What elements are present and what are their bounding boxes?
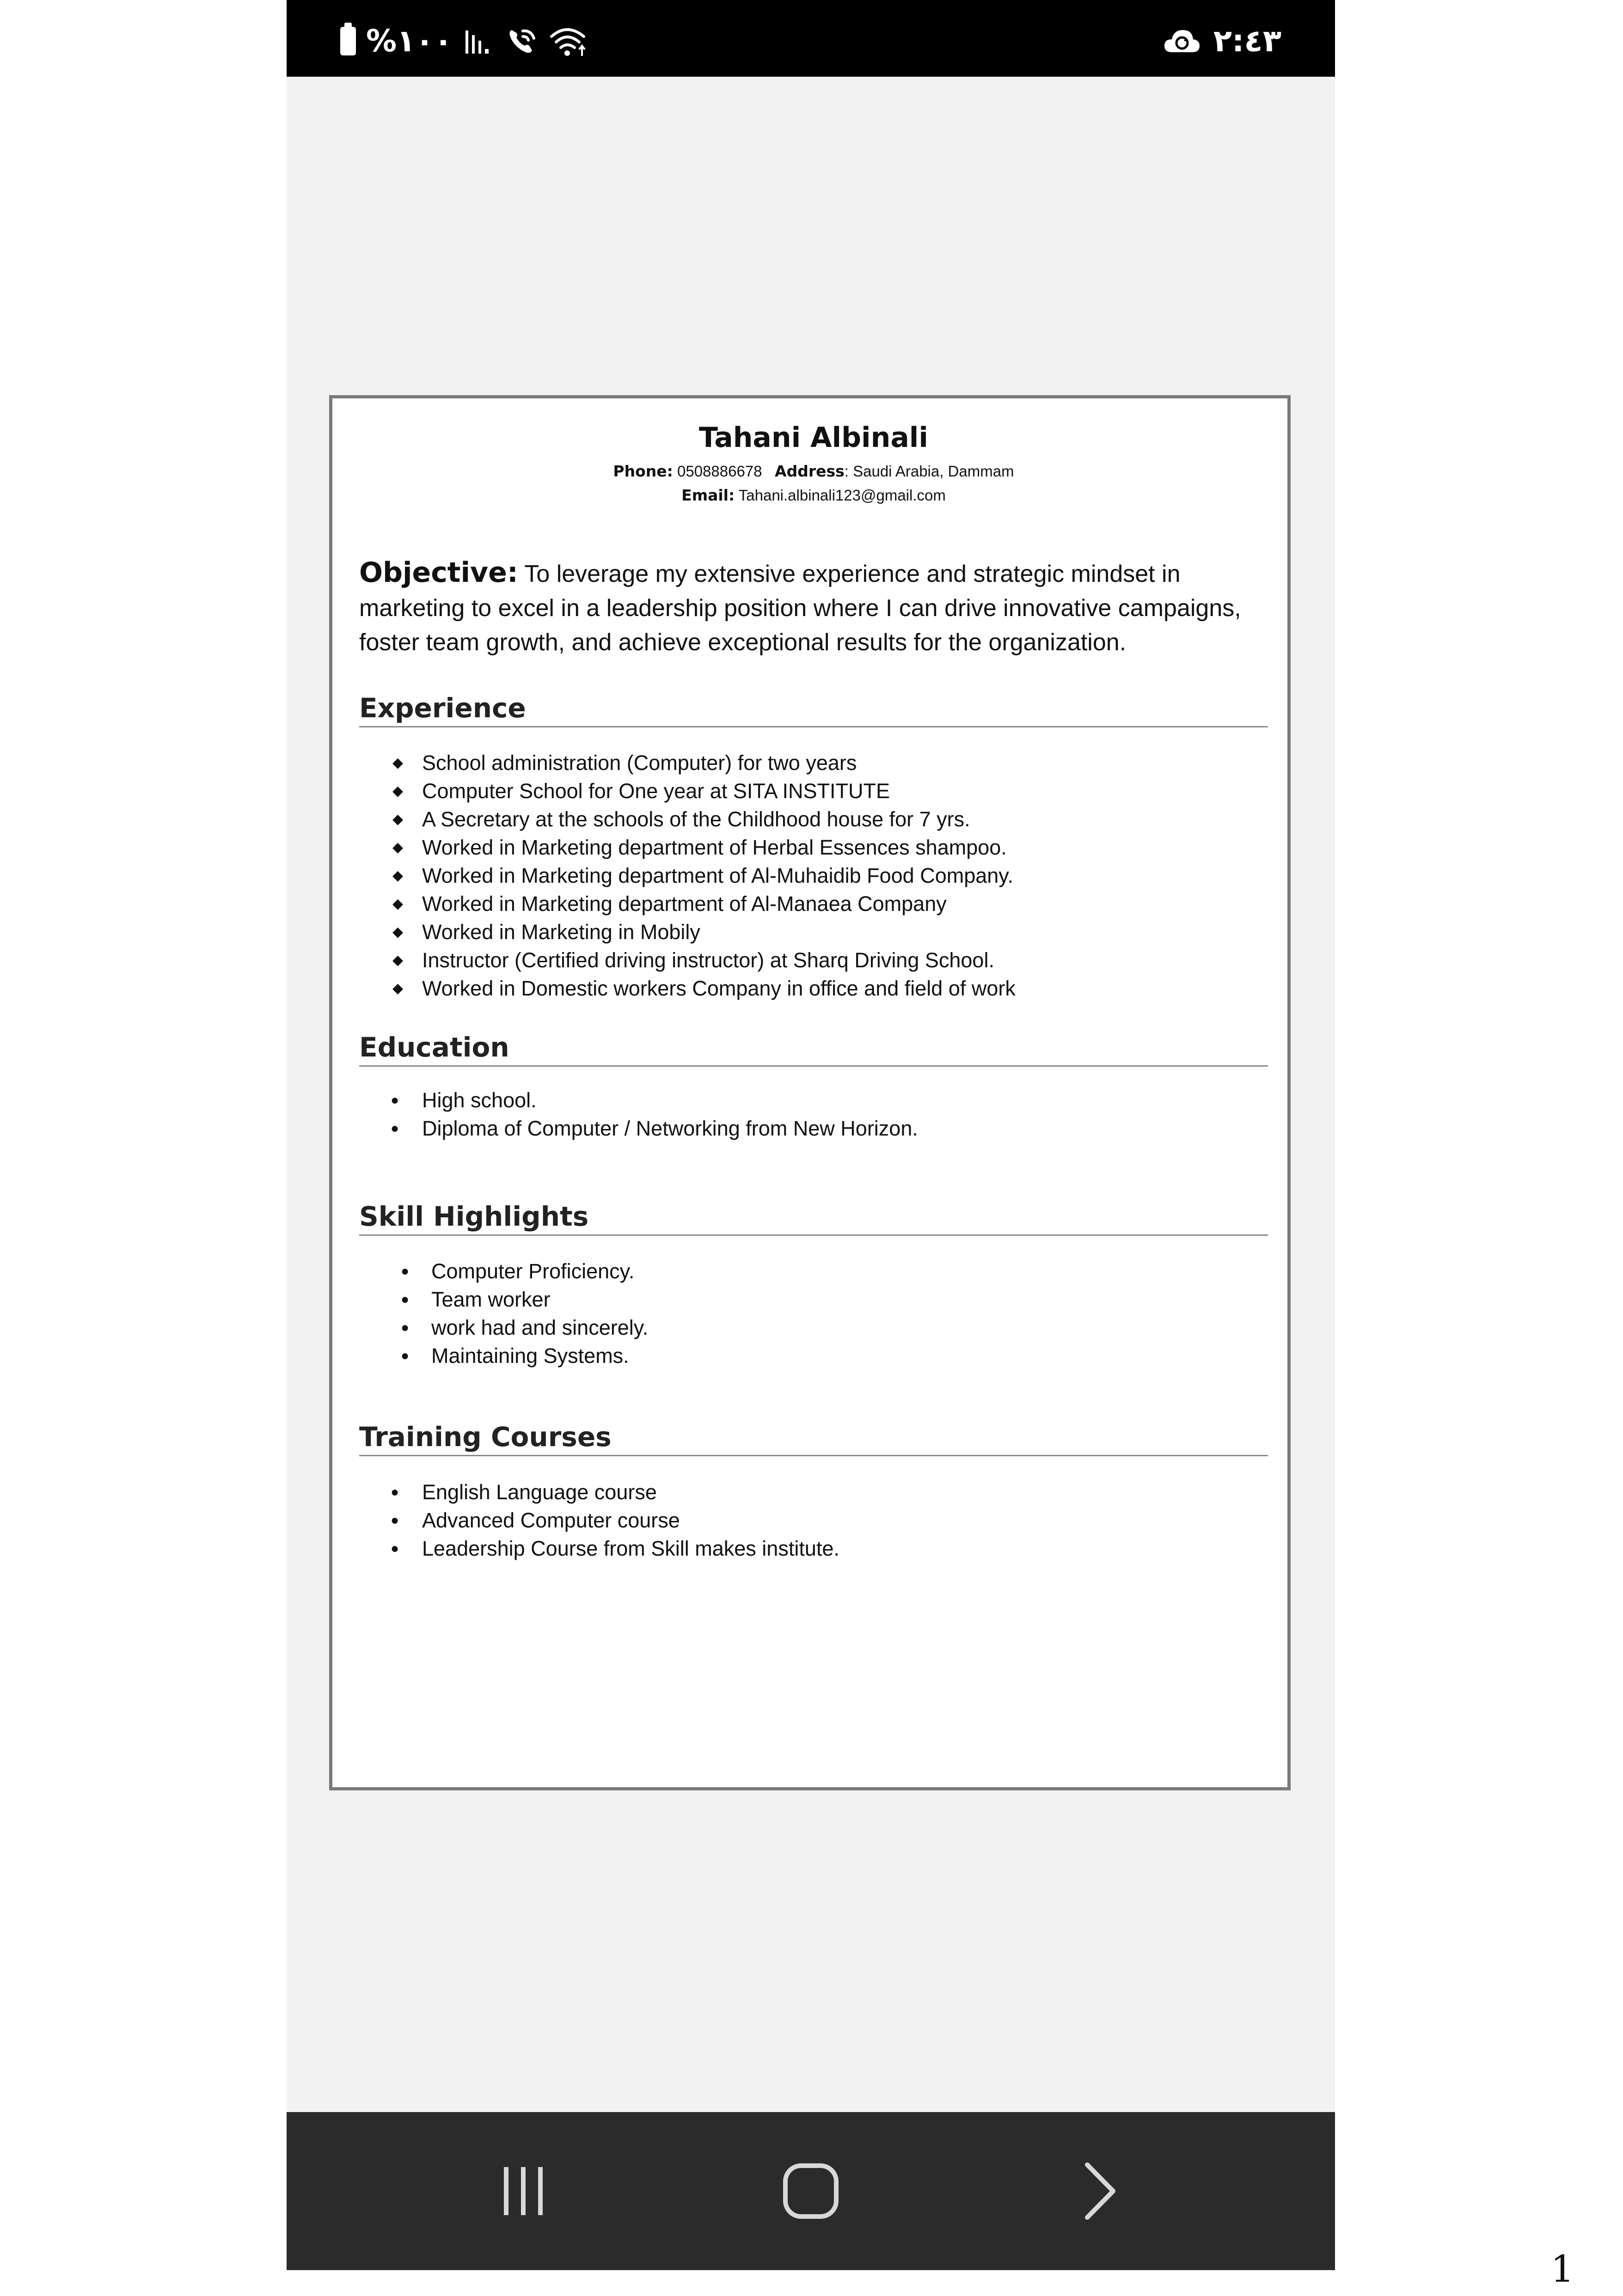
navigation-bar (287, 2112, 1335, 2270)
list-item: ◆ School administration (Computer) for two years (359, 749, 1016, 777)
objective-paragraph (359, 556, 1261, 659)
recent-apps-button[interactable] (454, 2112, 593, 2270)
skills-list (359, 1257, 648, 1370)
list-item: ◆ Worked in Marketing department of Herbal Essences shampoo. (359, 833, 1016, 861)
clock: ٢:٤٣ (1213, 23, 1281, 59)
email-value: Tahani.albinali123@gmail.com (738, 487, 946, 504)
cloud-sync-icon (1163, 27, 1201, 55)
resume-name: Tahani Albinali (699, 421, 928, 454)
list-item: ◆ Worked in Marketing in Mobily (359, 918, 1016, 946)
list-item: ● Computer Proficiency. (359, 1257, 648, 1285)
address-label: Address (775, 462, 845, 480)
document-page[interactable] (329, 395, 1291, 1790)
address-value: : Saudi Arabia, Dammam (844, 463, 1014, 480)
list-item: ● Team worker (359, 1285, 648, 1313)
objective-label: Objective: (359, 556, 518, 589)
email-label: Email: (681, 486, 735, 504)
list-item: ◆ Instructor (Certified driving instructor) at Sharq Driving School. (359, 946, 1016, 974)
status-left-group (340, 25, 588, 57)
experience-list (359, 749, 1016, 1002)
contact-line-phone-address (359, 462, 1268, 480)
training-heading: Training Courses (359, 1421, 1268, 1456)
wifi-icon (549, 24, 588, 58)
list-item: ◆ Worked in Domestic workers Company in office and field of work (359, 974, 1016, 1002)
phone-screen (287, 0, 1335, 2270)
back-button[interactable] (1030, 2112, 1169, 2270)
list-item: ● Maintaining Systems. (359, 1342, 648, 1370)
list-item: ◆ Computer School for One year at SITA INSTITUTE (359, 777, 1016, 805)
recent-apps-icon (496, 2163, 551, 2219)
training-list (359, 1478, 839, 1563)
battery-percent: %١٠٠ (366, 23, 453, 59)
home-icon (781, 2161, 841, 2221)
chevron-right-icon (1072, 2161, 1127, 2221)
phone-value: 0508886678 (677, 463, 762, 480)
list-item: ● Leadership Course from Skill makes institute. (359, 1534, 839, 1563)
phone-label: Phone: (613, 462, 673, 480)
education-heading: Education (359, 1031, 1268, 1067)
battery-icon (340, 27, 356, 55)
objective-text: To leverage my extensive experience and strategic mindset in marketing to excel in a leadership position where I can drive innovative campaigns, foster team growth, and achieve exceptional results for the organization. (359, 561, 1241, 656)
list-item: ● High school. (359, 1086, 918, 1114)
signal-icon (463, 25, 495, 57)
list-item: ◆ Worked in Marketing department of Al-Muhaidib Food Company. (359, 861, 1016, 890)
list-item: ● work had and sincerely. (359, 1313, 648, 1342)
status-right-group (1163, 25, 1281, 57)
education-list (359, 1086, 918, 1142)
list-item: ● Diploma of Computer / Networking from New Horizon. (359, 1114, 918, 1142)
page-number: 1 (1550, 2247, 1574, 2290)
wifi-calling-icon (505, 24, 539, 58)
list-item: ◆ Worked in Marketing department of Al-Manaea Company (359, 890, 1016, 918)
status-bar (287, 0, 1335, 77)
contact-line-email (359, 486, 1268, 504)
list-item: ◆ A Secretary at the schools of the Childhood house for 7 yrs. (359, 805, 1016, 833)
home-button[interactable] (741, 2112, 880, 2270)
skills-heading: Skill Highlights (359, 1200, 1268, 1236)
list-item: ● Advanced Computer course (359, 1506, 839, 1534)
list-item: ● English Language course (359, 1478, 839, 1506)
experience-heading: Experience (359, 692, 1268, 727)
